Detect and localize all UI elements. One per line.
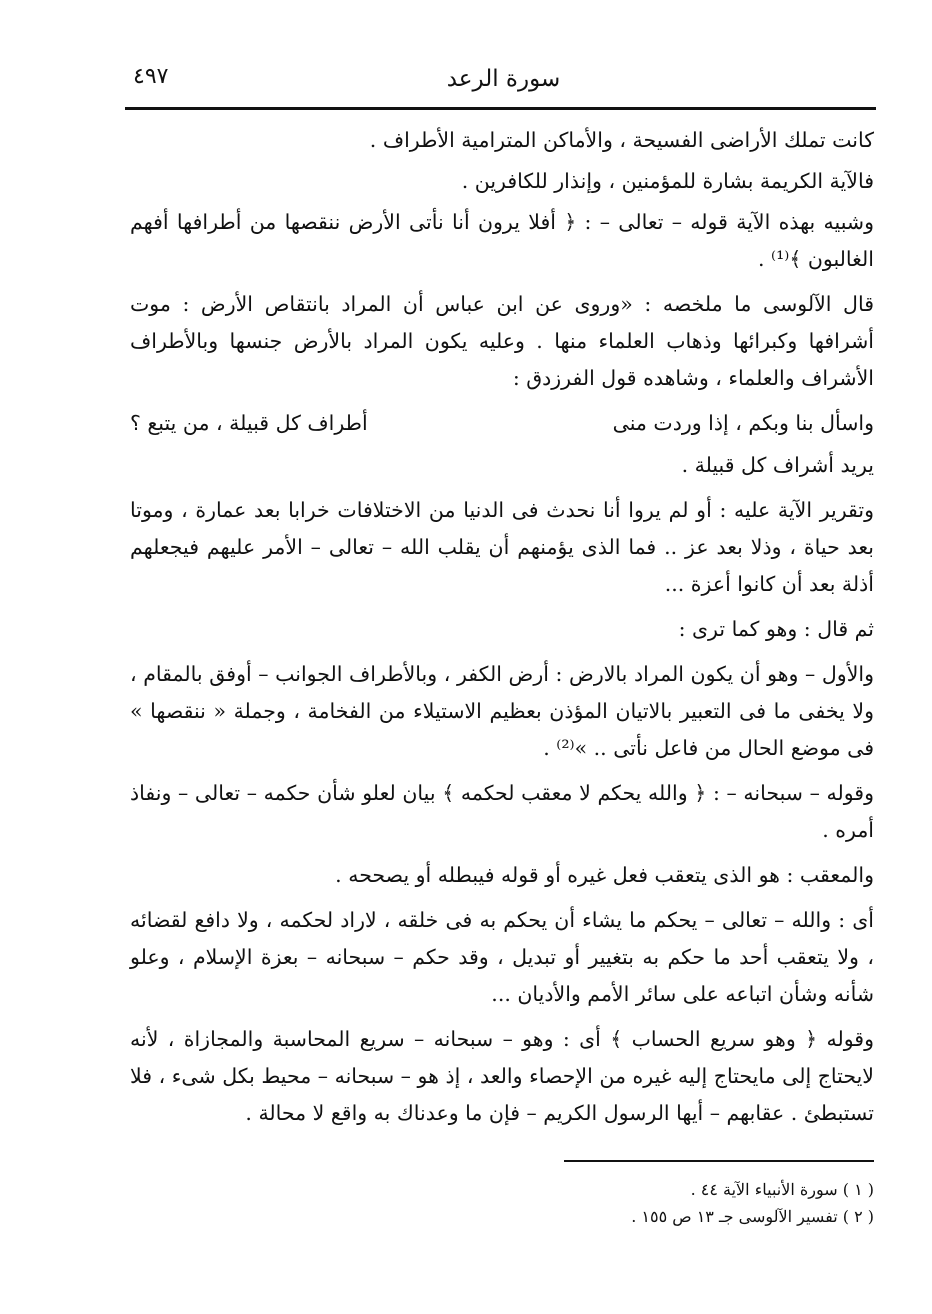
verse-hemistich-first: واسأل بنا وبكم ، إذا وردت منى [612,411,874,435]
paragraph: والمعقب : هو الذى يتعقب فعل غيره أو قوله فيبطله أو يصححه . [335,863,874,887]
page-number: ٤٩٧ [133,64,169,89]
paragraph: يريد أشراف كل قبيلة . [681,453,874,477]
paragraph: كانت تملك الأراضى الفسيحة ، والأماكن المترامية الأطراف . [369,128,874,152]
running-title: سورة الرعد [446,66,561,92]
header-rule [125,107,876,110]
footnotes [300,1176,874,1230]
paragraph: فالآية الكريمة بشارة للمؤمنين ، وإنذار للكافرين . [461,169,874,193]
verse-hemistich-second: أطراف كل قبيلة ، من يتبع ؟ [130,411,368,435]
body-text [130,122,874,1140]
page-header [133,58,874,106]
paragraph: وتقرير الآية عليه : أو لم يروا أنا نحدث فى الدنيا من الاختلافات خرابا بعد عمارة ، وموتا بعد حياة ، وذلا بعد عز .. فما الذى يؤمنهم أن يقلب الله – تعالى – الأمر عليهم فيجعلهم أذلة بعد أن كانوا أعزة ... [130,498,874,596]
paragraph: وقوله ﴿ وهو سريع الحساب ﴾ أى : وهو – سبحانه – سريع المحاسبة والمجازاة ، لأنه لايحتاج إلى مايحتاج إليه غيره من الإحصاء والعد ، إذ هو – سبحانه – محيط بكل شىء ، فلا تستبطئ . عقابهم – أيها الرسول الكريم – فإن ما وعدناك به واقع لا محالة . [130,1027,874,1125]
paragraph: والأول – وهو أن يكون المراد بالارض : أرض الكفر ، وبالأطراف الجوانب – أوفق بالمقام ، ولا يخفى ما فى التعبير بالاتيان المؤذن بعظيم الاستيلاء من الفخامة ، وجملة « ننقصها » فى موضع الحال من فاعل نأتى .. »⁽²⁾ . [130,662,874,760]
paragraph: وقوله – سبحانه – : ﴿ والله يحكم لا معقب لحكمه ﴾ بيان لعلو شأن حكمه – تعالى – ونفاذ أمره . [130,781,874,842]
footnote: ( ١ ) سورة الأنبياء الآية ٤٤ . [690,1180,874,1199]
paragraph: ثم قال : وهو كما ترى : [678,617,874,641]
poetry-verse [130,405,874,447]
footnote: ( ٢ ) تفسير الآلوسى جـ ١٣ ص ١٥٥ . [631,1207,874,1226]
paragraph: وشبيه بهذه الآية قوله – تعالى – : ﴿ أفلا يرون أنا نأتى الأرض ننقصها من أطرافها أفهم الغالبون ﴾⁽¹⁾ . [130,210,874,271]
paragraph: قال الآلوسى ما ملخصه : «وروى عن ابن عباس أن المراد بانتقاص الأرض : موت أشرافها وكبرائها وذهاب العلماء منها . وعليه يكون المراد بالأرض جنسها وبالأطراف الأشراف والعلماء ، وشاهده قول الفرزدق : [130,292,874,390]
paragraph: أى : والله – تعالى – يحكم ما يشاء أن يحكم به فى خلقه ، لاراد لحكمه ، ولا دافع لقضائه ، ولا يتعقب أحد ما حكم به بتغيير أو تبديل ، وقد حكم – سبحانه – بعزة الإسلام ، وعلو شأنه وشأن اتباعه على سائر الأمم والأديان ... [130,908,874,1006]
footnote-rule [564,1160,874,1162]
